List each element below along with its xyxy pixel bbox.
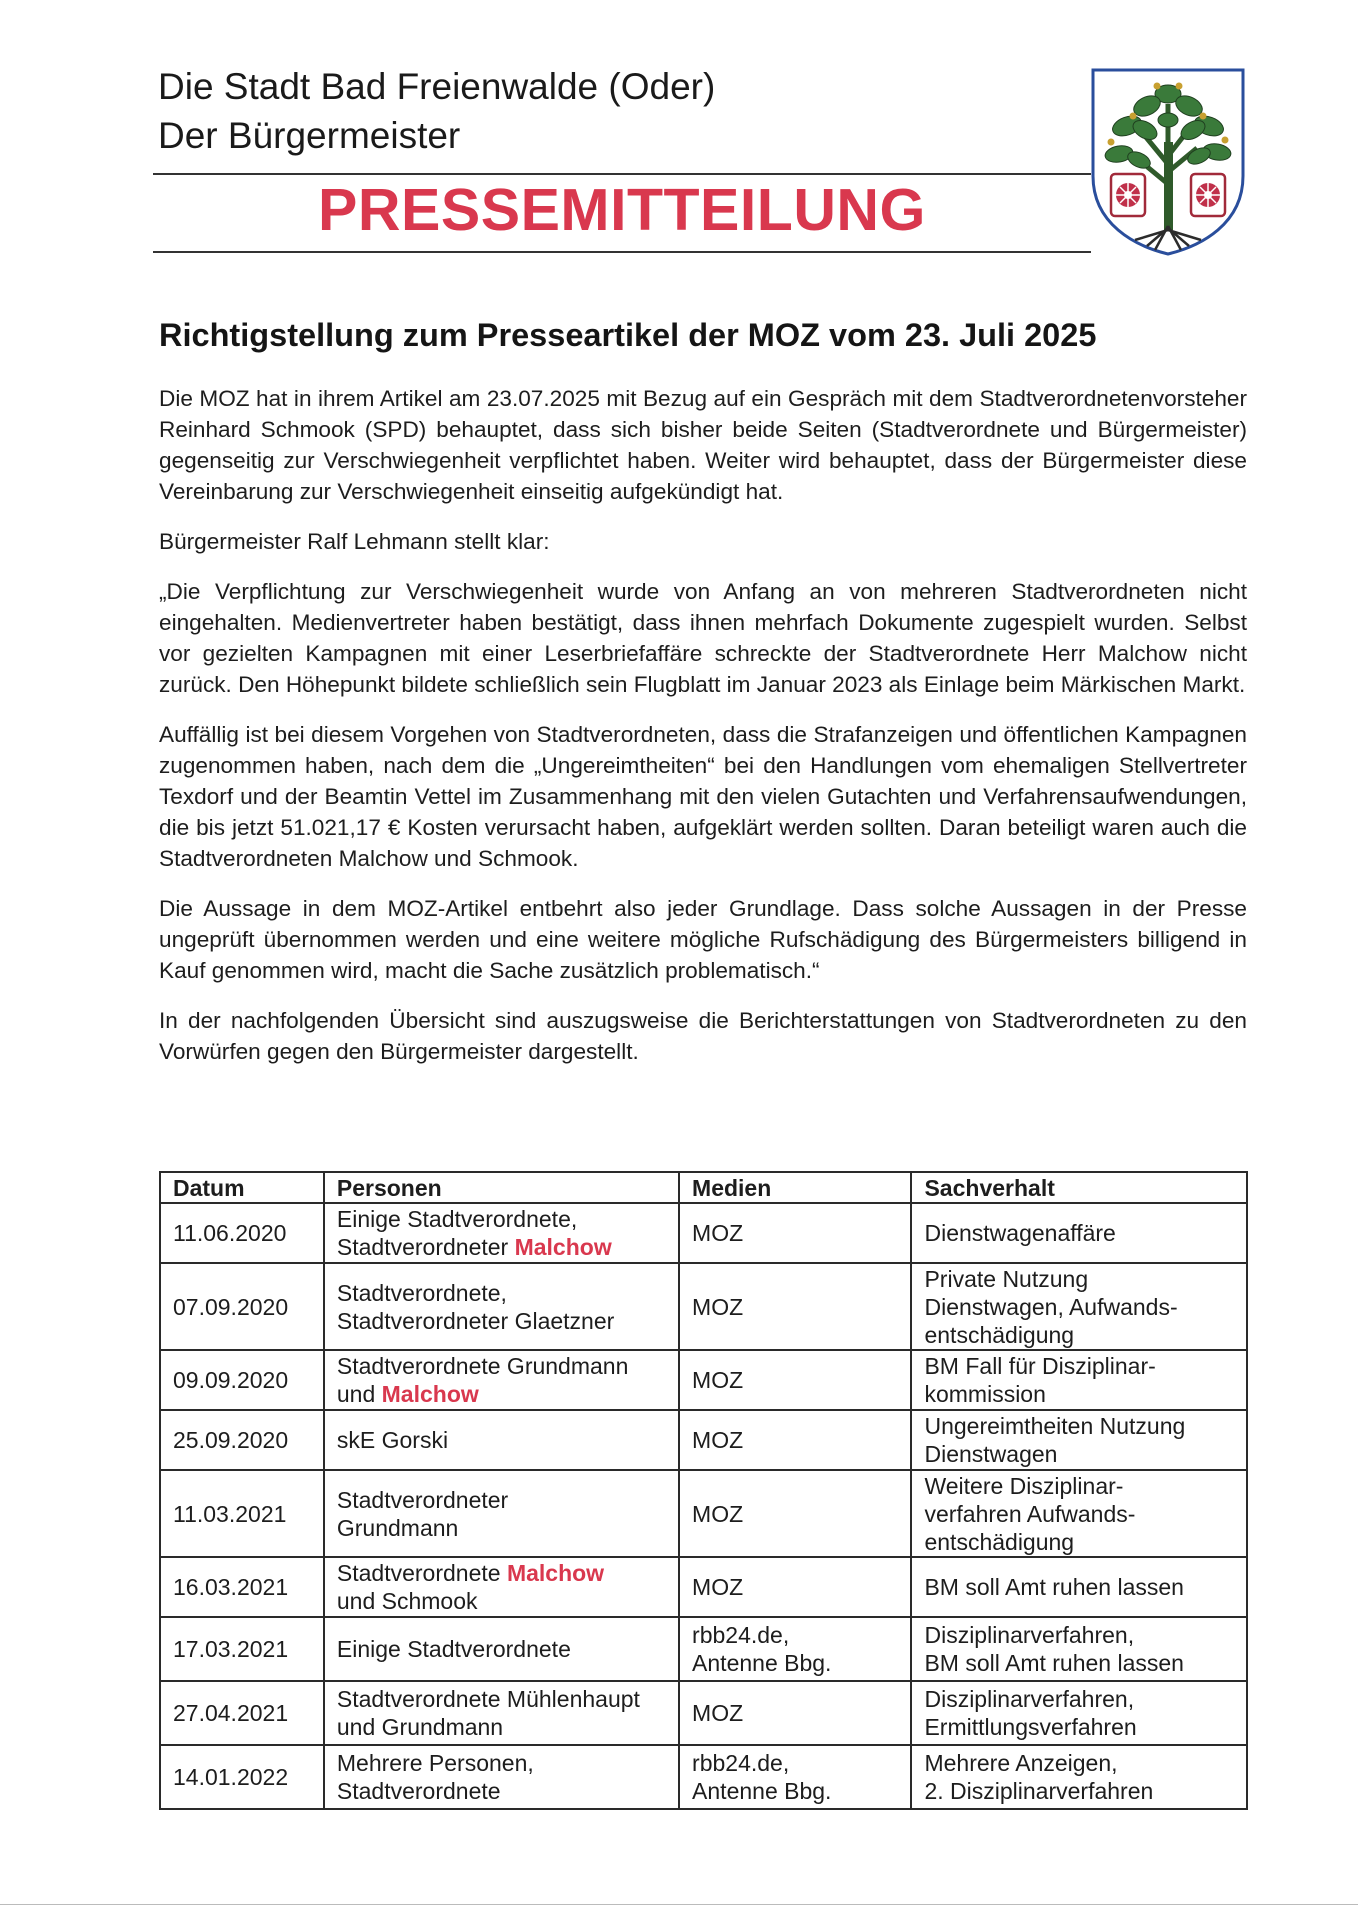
press-release-title: PRESSEMITTEILUNG <box>318 177 926 243</box>
cell-personen <box>324 1557 679 1617</box>
person-text: Stadtverordnete <box>336 1778 501 1804</box>
cell-sachverhalt: Mehrere Anzeigen, 2. Disziplinarverfahren <box>911 1745 1247 1809</box>
coat-of-arms-icon <box>1089 64 1247 258</box>
cell-datum: 09.09.2020 <box>160 1350 324 1410</box>
person-text: und Grundmann <box>336 1714 504 1740</box>
column-header-sachverhalt: Sachverhalt <box>911 1172 1247 1203</box>
cell-sachverhalt: Private Nutzung Dienstwagen, Aufwands- entschädigung <box>911 1263 1247 1350</box>
cell-medien: MOZ <box>679 1557 911 1617</box>
body-text <box>159 383 1247 1086</box>
overview-table <box>159 1171 1248 1810</box>
cell-personen <box>324 1410 679 1470</box>
cell-personen <box>324 1681 679 1745</box>
headline: Richtigstellung zum Presseartikel der MOZ vom 23. Juli 2025 <box>159 317 1097 353</box>
person-text: Stadtverordnete <box>336 1560 507 1586</box>
table-row <box>160 1410 1247 1470</box>
paragraph-overview-intro: In der nachfolgenden Übersicht sind auszugsweise die Berichterstattungen von Stadtverordneten zu den Vorwürfen gegen den Bürgermeister dargestellt. <box>159 1008 1247 1064</box>
paragraph-quote-3: Die Aussage in dem MOZ-Artikel entbehrt also jeder Grundlage. Dass solche Aussagen in der Presse ungeprüft übernommen werden und eine weitere mögliche Rufschädigung des Bürgermeisters billigend in Kauf genommen wird, macht die Sache zusätzlich problematisch.“ <box>159 896 1247 983</box>
cell-datum: 07.09.2020 <box>160 1263 324 1350</box>
cell-medien: MOZ <box>679 1263 911 1350</box>
table-body <box>160 1203 1247 1809</box>
table-row <box>160 1470 1247 1557</box>
organization-name: Die Stadt Bad Freienwalde (Oder) <box>158 66 716 107</box>
person-text: Einige Stadtverordnete <box>336 1636 571 1662</box>
cell-personen <box>324 1470 679 1557</box>
person-text: Mehrere Personen, <box>336 1750 534 1776</box>
cell-medien: MOZ <box>679 1410 911 1470</box>
paragraph-quote-1: „Die Verpflichtung zur Verschwiegenheit wurde von Anfang an von mehreren Stadtverordneten nicht eingehalten. Medienvertreter haben bestätigt, dass ihnen mehrfach Dokumente zugespielt wurden. Selbst vor gezielten Kampagnen mit einer Leserbriefaffäre schreckte der Stadtverordnete Herr Malchow nicht zurück. Den Höhepunkt bildete schließlich sein Flugblatt im Januar 2023 als Einlage beim Märkischen Markt. <box>159 579 1247 697</box>
table-row <box>160 1617 1247 1681</box>
cell-datum: 25.09.2020 <box>160 1410 324 1470</box>
cell-sachverhalt: Weitere Disziplinar- verfahren Aufwands- entschädigung <box>911 1470 1247 1557</box>
person-text: und <box>336 1381 382 1407</box>
cell-personen <box>324 1263 679 1350</box>
cell-personen <box>324 1203 679 1263</box>
cell-medien: MOZ <box>679 1203 911 1263</box>
person-text: Stadtverordneter <box>336 1486 509 1513</box>
header-rule-bottom <box>153 251 1091 253</box>
highlighted-name: Malchow <box>514 1234 612 1260</box>
cell-sachverhalt: Disziplinarverfahren, Ermittlungsverfahren <box>911 1681 1247 1745</box>
table-row <box>160 1203 1247 1263</box>
column-header-medien: Medien <box>679 1172 911 1203</box>
cell-sachverhalt: Ungereimtheiten Nutzung Dienstwagen <box>911 1410 1247 1470</box>
cell-sachverhalt: BM soll Amt ruhen lassen <box>911 1557 1247 1617</box>
person-text: Einige Stadtverordnete, <box>336 1206 578 1232</box>
cell-datum: 14.01.2022 <box>160 1745 324 1809</box>
person-text: Stadtverordnete Mühlenhaupt <box>336 1686 640 1712</box>
table-header-row <box>160 1172 1247 1203</box>
cell-datum: 27.04.2021 <box>160 1681 324 1745</box>
cell-personen <box>324 1617 679 1681</box>
highlighted-name: Malchow <box>506 1560 605 1586</box>
table-row <box>160 1745 1247 1809</box>
table-row <box>160 1350 1247 1410</box>
cell-personen <box>324 1745 679 1809</box>
cell-medien: MOZ <box>679 1681 911 1745</box>
cell-medien: MOZ <box>679 1470 911 1557</box>
cell-sachverhalt: Disziplinarverfahren, BM soll Amt ruhen lassen <box>911 1617 1247 1681</box>
person-text: skE Gorski <box>336 1427 449 1453</box>
cell-datum: 11.06.2020 <box>160 1203 324 1263</box>
person-text: Stadtverordnete Grundmann <box>336 1353 629 1379</box>
table-row <box>160 1557 1247 1617</box>
cell-datum: 11.03.2021 <box>160 1470 324 1557</box>
table-row <box>160 1681 1247 1745</box>
cell-personen <box>324 1350 679 1410</box>
person-text: Stadtverordnete, <box>336 1279 507 1306</box>
cell-sachverhalt: Dienstwagenaffäre <box>911 1203 1247 1263</box>
column-header-personen: Personen <box>324 1172 679 1203</box>
person-text: Grundmann <box>336 1514 459 1541</box>
highlighted-name: Malchow <box>381 1381 479 1407</box>
cell-datum: 16.03.2021 <box>160 1557 324 1617</box>
paragraph-quote-2: Auffällig ist bei diesem Vorgehen von Stadtverordneten, dass die Strafanzeigen und öffentlichen Kampagnen zugenommen haben, nach dem die „Ungereimtheiten“ bei den Handlungen vom ehemaligen Stellvertreter Texdorf und der Beamtin Vettel im Zusammenhang mit den vielen Gutachten und Verfahrensaufwendungen, die bis jetzt 51.021,17 € Kosten verursacht haben, aufgeklärt werden sollten. Daran beteiligt waren auch die Stadtverordneten Malchow und Schmook. <box>159 722 1247 871</box>
paragraph-statement-intro: Bürgermeister Ralf Lehmann stellt klar: <box>159 529 550 554</box>
person-text: Stadtverordneter <box>336 1234 515 1260</box>
cell-datum: 17.03.2021 <box>160 1617 324 1681</box>
column-header-datum: Datum <box>160 1172 324 1203</box>
cell-medien: rbb24.de, Antenne Bbg. <box>679 1745 911 1809</box>
cell-medien: rbb24.de, Antenne Bbg. <box>679 1617 911 1681</box>
person-text: und Schmook <box>336 1588 478 1614</box>
cell-sachverhalt: BM Fall für Disziplinar- kommission <box>911 1350 1247 1410</box>
page-bottom-edge <box>0 1904 1358 1905</box>
organization-office: Der Bürgermeister <box>158 115 461 156</box>
table-row <box>160 1263 1247 1350</box>
person-text: Stadtverordneter Glaetzner <box>336 1307 615 1334</box>
cell-medien: MOZ <box>679 1350 911 1410</box>
paragraph-intro: Die MOZ hat in ihrem Artikel am 23.07.2025 mit Bezug auf ein Gespräch mit dem Stadtverordnetenvorsteher Reinhard Schmook (SPD) behauptet, dass sich bisher beide Seiten (Stadtverordnete und Bürgermeister) gegenseitig zur Verschwiegenheit verpflichtet haben. Weiter wird behauptet, dass der Bürgermeister diese Vereinbarung zur Verschwiegenheit einseitig aufgekündigt hat. <box>159 386 1247 504</box>
